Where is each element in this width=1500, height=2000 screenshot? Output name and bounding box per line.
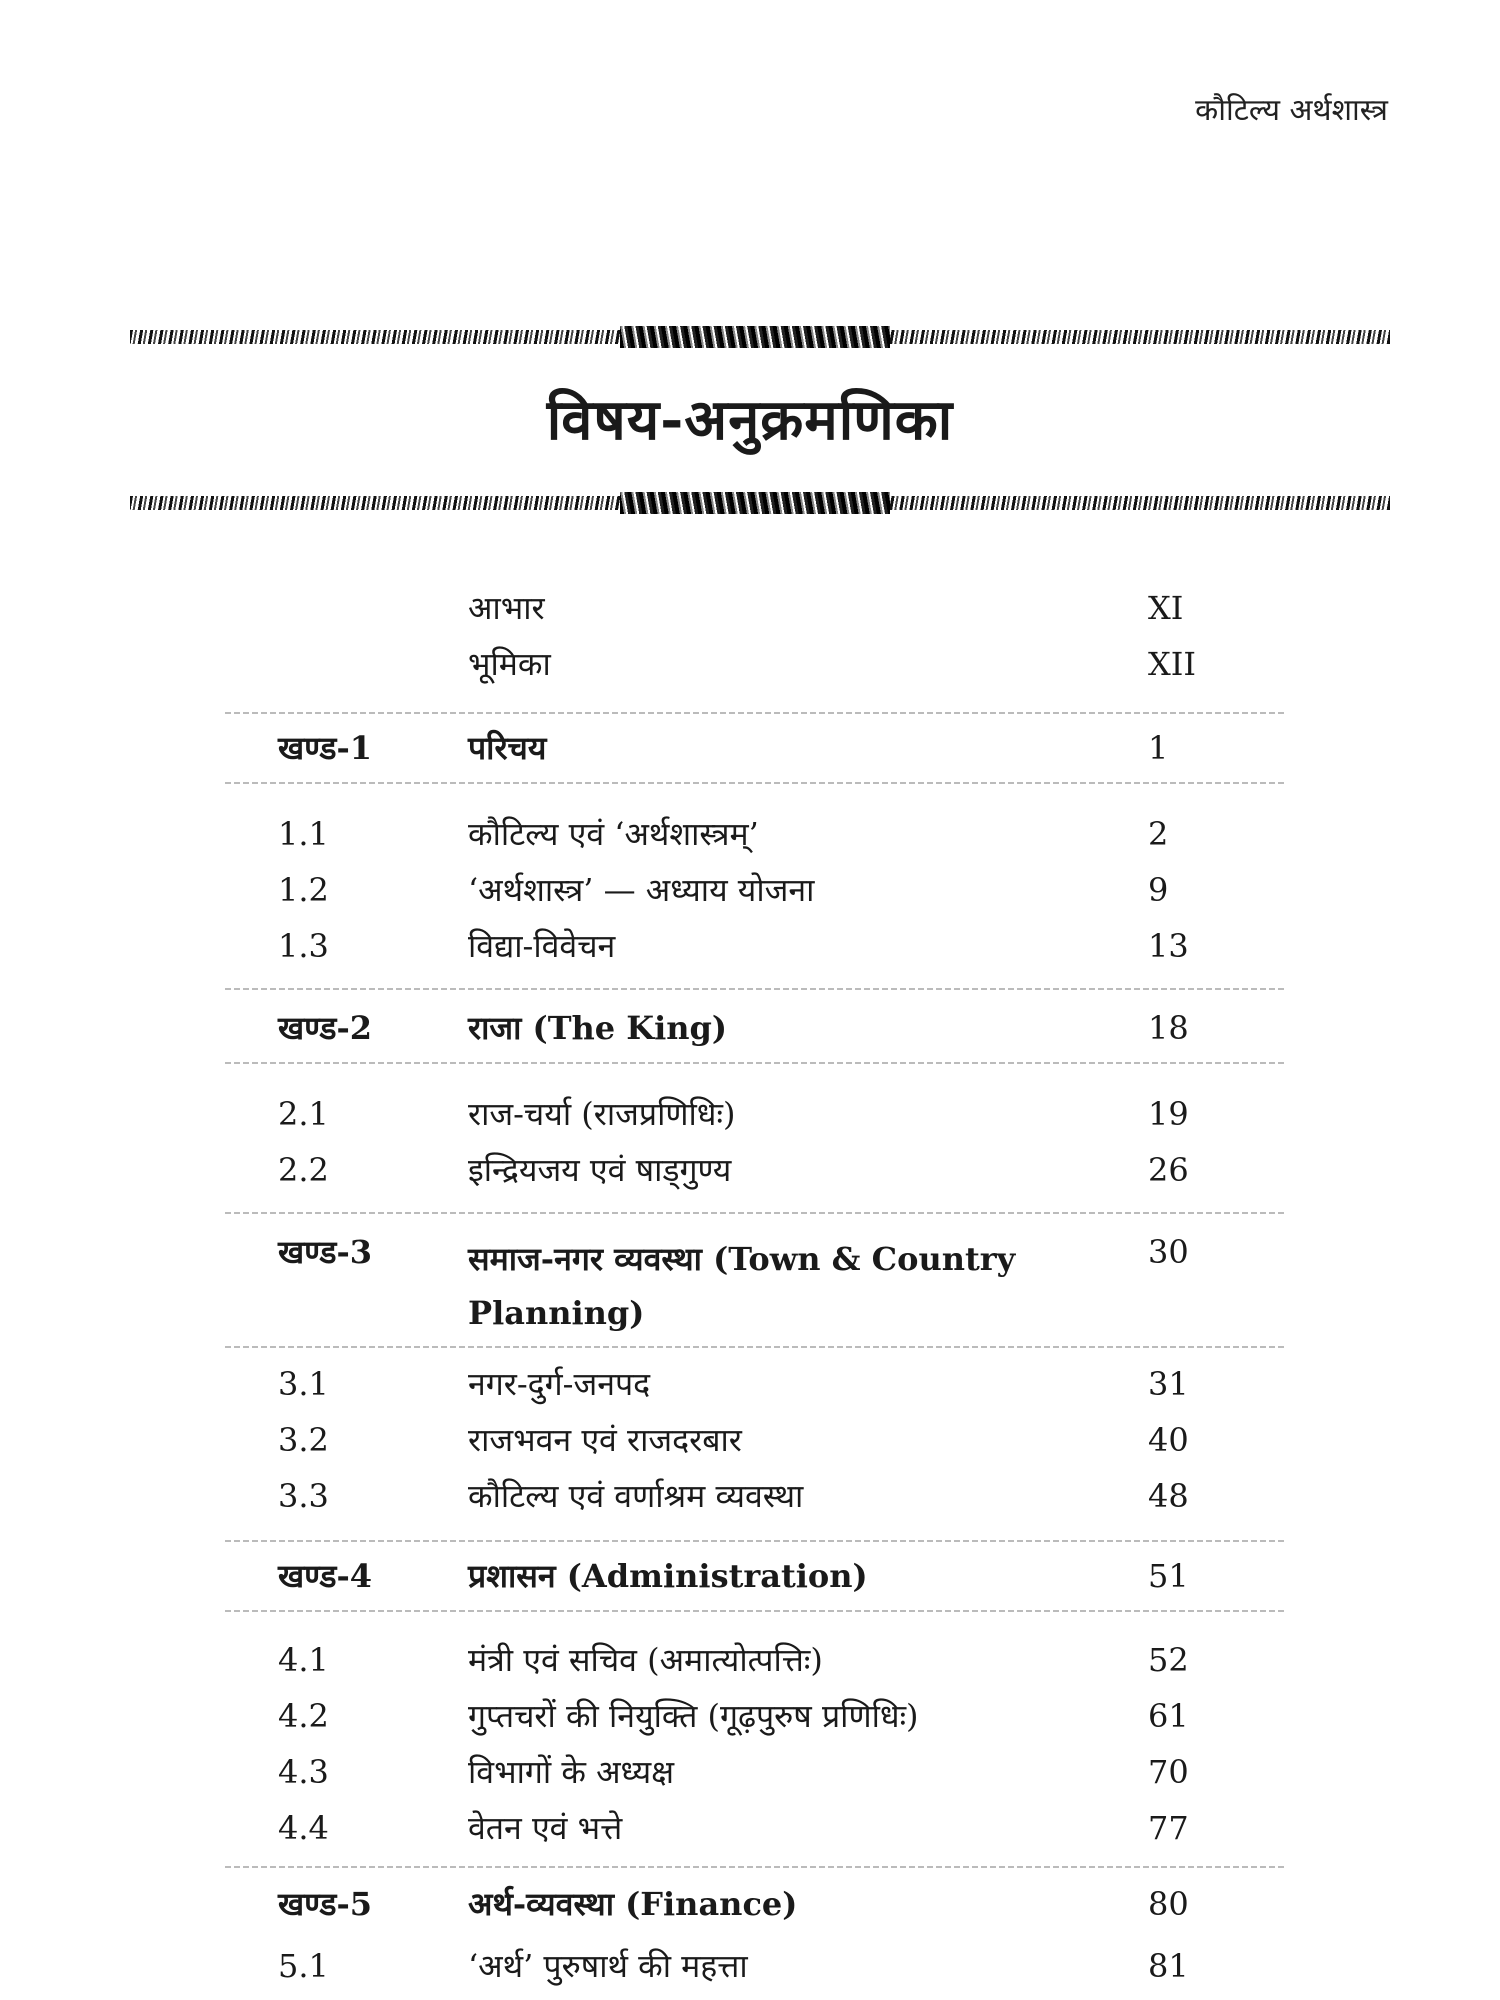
item-number: 3.1 <box>278 1365 329 1403</box>
item-page: 2 <box>1148 815 1169 853</box>
item-title: राजभवन एवं राजदरबार <box>468 1421 742 1459</box>
item-title: कौटिल्य एवं ‘अर्थशास्त्रम्’ <box>468 815 759 853</box>
ornamental-rule-top <box>130 330 1390 344</box>
item-page: 77 <box>1148 1809 1189 1847</box>
item-page: 81 <box>1148 1947 1189 1985</box>
section-label: खण्ड-5 <box>278 1885 373 1923</box>
section-page: 30 <box>1148 1233 1189 1271</box>
divider <box>225 1212 1285 1214</box>
item-number: 4.1 <box>278 1641 329 1679</box>
section-label: खण्ड-3 <box>278 1233 373 1271</box>
item-title: मंत्री एवं सचिव (अमात्योत्पत्तिः) <box>468 1641 823 1679</box>
divider <box>225 1540 1285 1542</box>
item-page: 61 <box>1148 1697 1189 1735</box>
toc-page: XI <box>1148 589 1184 627</box>
divider <box>225 1062 1285 1064</box>
item-title: राज-चर्या (राजप्रणिधिः) <box>468 1095 736 1133</box>
item-page: 52 <box>1148 1641 1189 1679</box>
section-page: 18 <box>1148 1009 1189 1047</box>
divider <box>225 712 1285 714</box>
toc-title: भूमिका <box>468 645 551 683</box>
item-page: 31 <box>1148 1365 1189 1403</box>
toc-page: XII <box>1148 645 1197 683</box>
section-label: खण्ड-4 <box>278 1557 373 1595</box>
item-title: वेतन एवं भत्ते <box>468 1809 623 1847</box>
section-page: 80 <box>1148 1885 1189 1923</box>
item-title: गुप्तचरों की नियुक्ति (गूढ़पुरुष प्रणिधिः) <box>468 1697 919 1735</box>
item-page: 13 <box>1148 927 1189 965</box>
ornamental-rule-bottom <box>130 496 1390 510</box>
item-title: विद्या-विवेचन <box>468 927 616 965</box>
section-label: खण्ड-1 <box>278 729 373 767</box>
item-title: ‘अर्थ’ पुरुषार्थ की महत्ता <box>468 1947 748 1985</box>
item-title: ‘अर्थशास्त्र’ — अध्याय योजना <box>468 871 815 909</box>
section-page: 1 <box>1148 729 1169 767</box>
item-number: 4.4 <box>278 1809 329 1847</box>
item-page: 40 <box>1148 1421 1189 1459</box>
section-title: परिचय <box>468 729 547 767</box>
item-number: 1.3 <box>278 927 329 965</box>
item-title: इन्द्रियजय एवं षाड्गुण्य <box>468 1151 732 1189</box>
item-number: 1.2 <box>278 871 329 909</box>
item-title: कौटिल्य एवं वर्णाश्रम व्यवस्था <box>468 1477 804 1515</box>
toc-title: आभार <box>468 589 545 627</box>
section-page: 51 <box>1148 1557 1189 1595</box>
item-number: 4.2 <box>278 1697 329 1735</box>
item-number: 3.2 <box>278 1421 329 1459</box>
section-title: राजा (The King) <box>468 1009 728 1047</box>
item-page: 19 <box>1148 1095 1189 1133</box>
item-number: 4.3 <box>278 1753 329 1791</box>
divider <box>225 988 1285 990</box>
page-title: विषय-अनुक्रमणिका <box>546 387 954 453</box>
section-label: खण्ड-2 <box>278 1009 373 1047</box>
item-number: 2.1 <box>278 1095 329 1133</box>
section-title: अर्थ-व्यवस्था (Finance) <box>468 1885 798 1923</box>
item-page: 48 <box>1148 1477 1189 1515</box>
running-head: कौटिल्य अर्थशास्त्र <box>1195 93 1388 128</box>
item-number: 2.2 <box>278 1151 329 1189</box>
section-title: समाज-नगर व्यवस्था (Town & Country Planning) <box>468 1240 1016 1332</box>
item-number: 3.3 <box>278 1477 329 1515</box>
divider <box>225 1346 1285 1348</box>
item-page: 26 <box>1148 1151 1189 1189</box>
divider <box>225 1610 1285 1612</box>
item-title: नगर-दुर्ग-जनपद <box>468 1365 651 1403</box>
item-number: 1.1 <box>278 815 329 853</box>
divider <box>225 1866 1285 1868</box>
divider <box>225 782 1285 784</box>
section-title: प्रशासन (Administration) <box>468 1557 868 1595</box>
item-page: 9 <box>1148 871 1169 909</box>
item-number: 5.1 <box>278 1947 329 1985</box>
item-title: विभागों के अध्यक्ष <box>468 1753 675 1791</box>
item-page: 70 <box>1148 1753 1189 1791</box>
